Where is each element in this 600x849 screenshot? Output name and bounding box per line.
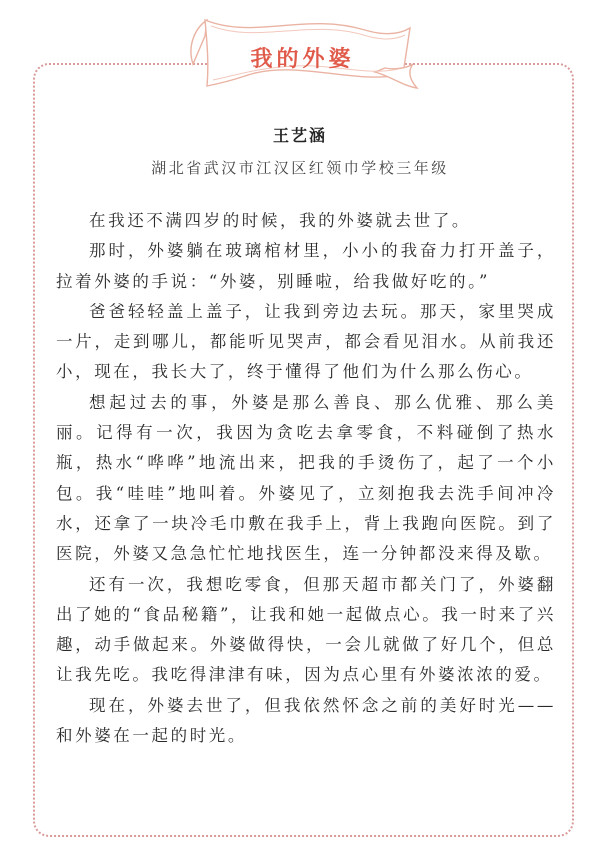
article-body xyxy=(56,206,556,751)
title-banner xyxy=(185,6,420,94)
article-title: 我的外婆 xyxy=(250,47,355,72)
paragraph: 还有一次，我想吃零食，但那天超市都关门了，外婆翻出了她的“食品秘籍”，让我和她一起做点心。我一时来了兴趣，动手做起来。外婆做得快，一会儿就做了好几个，但总让我先吃。我吃得津津有味，因为点心里有外婆浓浓的爱。 xyxy=(56,574,556,685)
paragraph: 想起过去的事，外婆是那么善良、那么优雅、那么美丽。记得有一次，我因为贪吃去拿零食，不料碰倒了热水瓶，热水“哗哗”地流出来，把我的手烫伤了，起了一个小包。我“哇哇”地叫着。外婆见了，立刻抱我去洗手间冲冷水，还拿了一块冷毛巾敷在我手上，背上我跑向医院。到了医院，外婆又急急忙忙地找医生，连一分钟都没来得及歇。 xyxy=(56,392,556,564)
paragraph: 现在，外婆去世了，但我依然怀念之前的美好时光——和外婆在一起的时光。 xyxy=(56,695,556,746)
paragraph: 爸爸轻轻盖上盖子，让我到旁边去玩。那天，家里哭成一片，走到哪儿，都能听见哭声，都会看见泪水。从前我还小，现在，我长大了，终于懂得了他们为什么那么伤心。 xyxy=(56,301,556,382)
school-name: 湖北省武汉市江汉区红领巾学校三年级 xyxy=(151,159,449,177)
paragraph: 在我还不满四岁的时候，我的外婆就去世了。 xyxy=(89,211,471,230)
paragraph: 那时，外婆躺在玻璃棺材里，小小的我奋力打开盖子，拉着外婆的手说：“外婆，别睡啦，给我做好吃的。” xyxy=(56,241,556,291)
author-name: 王艺涵 xyxy=(272,126,327,145)
